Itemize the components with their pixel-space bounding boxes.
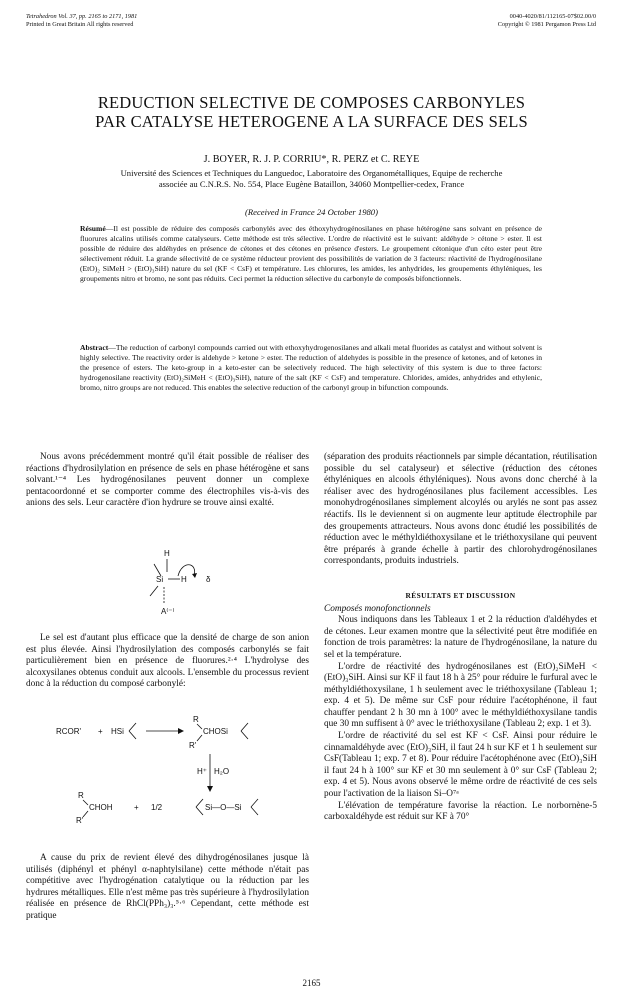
scheme-h-right: H <box>181 575 187 584</box>
paragraph: L'ordre de réactivité des hydrogénosilanes est (EtO)₂SiMeH < (EtO)₃SiH. Ainsi sur KF il faut 18 h à 25° pour réduire le furfural avec le méthyldiéthoxysilane, 1 h seulement avec le triéthoxysilane (Tableau 1; exp. 4 et 5). De même sur CsF pour réduire l'acétophénone, il faut chauffer pendant 2 h 30 mn à 100° avec le méthyldiéthoxysilane tandis que 30 mn suffisent à 0° avec le triéthoxysilane (Tableau 2; exp. 1 et 3). <box>324 661 597 730</box>
resume-text: —Il est possible de réduire des composés carbonylés avec des éthoxyhydrogénosilanes en phase hétérogène sans solvant en présence de fluorures alcalins utilisés comme catalyseurs. Cette méthode est très sélective. L'ordre de réactivité est le suivant: aldéhyde > cétone > ester. Il est possible de réduire des aldéhydes en présence de cétones et des cétones en présence d'esters. Le groupement cétonique d'un céto ester peut être sélectivement réduit. La grande sélectivité de ce système réducteur provient des possibilités de variation de 3 facteurs: réactivité de l'hydrogénosilane (EtO)₂ SiMeH > (EtO)₃SiH) nature du sel (KF < CsF) et température. Les chlorures, les amides, les anhydrides, les groupements éthyléniques, les groupements nitro et bromo, ne sont pas réduits. Ceci permet la réduction sélective du carbonyle de composés bifonctionnels. <box>80 224 542 283</box>
scheme-h-top: H <box>164 549 170 558</box>
left-column-end <box>26 853 309 923</box>
journal-header-left <box>26 13 137 29</box>
reactant-rcor: RCOR' <box>56 727 82 736</box>
right-column <box>324 452 597 824</box>
plus-sign-2: + <box>134 803 139 812</box>
article-title <box>40 93 583 131</box>
scheme-anion: A⁽⁻⁾ <box>161 607 175 616</box>
abstract-block <box>80 343 542 393</box>
paragraph: Le sel est d'autant plus efficace que la densité de charge de son anion est plus élevée. Ainsi l'hydrosilylation des composés carbonylés se fait particulièrement bien en présence de fluorures.²·⁴ L'hydrolyse des alcoxysilanes obtenus conduit aux alcools. L'ensemble du processus revient donc à la réduction du composé carbonylé: <box>26 633 309 690</box>
journal-citation: Tetrahedron Vol. 37, pp. 2165 to 2171, 1981 <box>26 13 138 20</box>
journal-header-right <box>498 13 596 29</box>
left-column-intro <box>26 452 309 510</box>
resume-label: Résumé <box>80 224 106 233</box>
paragraph: Nous avons précédemment montré qu'il était possible de réaliser des réactions d'hydrosilylation en présence de sels en phase hétérogène et sans solvant.¹⁻⁴ Les hydrogénosilanes peuvent donner un complexe pentacoordonné et se comporter comme des électrophiles vis-à-vis des anions des sels. Leur caractère d'ion hydrure se trouve ainsi exalté. <box>26 452 309 509</box>
siloxane: Si—O—Si <box>205 803 242 812</box>
paragraph: A cause du prix de revient élevé des dihydrogénosilanes jusque là utilisés (diphényl et phényl α-naphtylsilane) cette méthode n'était pas compétitive avec l'hydrogénation catalytique ou la réduction par les hydrures métalliques. Elle n'est même pas très supérieure à l'hydrosilylation réalisée en présence de RhCl(PPh₃)₃.⁵·⁶ Cependant, cette méthode est pratique <box>26 853 309 921</box>
left-column-body <box>26 633 309 691</box>
alcohol-r-prime: R' <box>76 816 84 824</box>
affiliation-line-2: associée au C.N.R.S. No. 554, Place Eugène Bataillon, 34060 Montpellier-cedex, France <box>158 179 465 189</box>
section-heading: RÉSULTATS ET DISCUSSION <box>405 590 516 600</box>
scheme-si: Si <box>156 575 164 584</box>
paragraph: (séparation des produits réactionnels par simple décantation, réutilisation possible du sel catalyseur) et sélective (réduction des cétones éthyléniques en alcools éthyléniques). Nous avons donc cherché à la réaliser avec des hydrogénosilanes plus facilement accessibles. Les monohydrogénosilanes simplement alcoylés ou arylés ne sont pas assez réactifs. Ils le deviennent si on augmente leur aptitude électrophile par des groupements attracteurs. Nous avons donc étudié les possibilités de réduction avec le méthyldiéthoxysilane et le triéthoxysilane qui peuvent être préparés à grande échelle à partir des chlorohydrogénosilanes correspondants, produits industriels. <box>324 452 597 567</box>
product-r: R <box>193 716 199 724</box>
authors: J. BOYER, R. J. P. CORRIU*, R. PERZ et C. REYE <box>203 154 420 165</box>
article-code: 0040-4020/81/112165-07$02.00/0 <box>509 13 596 20</box>
copyright-note: Copyright © 1981 Pergamon Press Ltd <box>497 21 596 28</box>
resume-block <box>80 224 542 284</box>
title-line-2: PAR CATALYSE HETEROGENE A LA SURFACE DES SELS <box>95 112 528 131</box>
product-r-prime: R' <box>189 741 197 750</box>
reactant-hsi: HSi <box>111 727 124 736</box>
scheme-delta: δ <box>206 575 211 584</box>
page-number: 2165 <box>302 978 321 988</box>
reduction-scheme <box>56 716 296 824</box>
water-label: H₂O <box>214 767 230 776</box>
paragraph: L'élévation de température favorise la réaction. Le norbornène-5 carboxaldéhyde est réduit sur KF à 70° <box>324 800 597 823</box>
acid-label: H⁺ <box>197 767 207 776</box>
subsection-heading: Composés monofonctionnels <box>324 603 431 614</box>
affiliation-line-1: Université des Sciences et Techniques du Languedoc, Laboratoire des Organométalliques, Equipe de recherche <box>120 168 503 178</box>
product-chosi: CHOSi <box>203 727 228 736</box>
printing-note: Printed in Great Britain All rights reserved <box>26 21 134 28</box>
received-date: (Received in France 24 October 1980) <box>245 207 378 217</box>
alcohol-choh: CHOH <box>89 803 113 812</box>
paragraph: Nous indiquons dans les Tableaux 1 et 2 la réduction d'aldéhydes et de cétones. Leur examen montre que la sélectivité peut être modifiée en fonction de trois paramètres: la nature de l'hydrogénosilane, la nature du sel et la température. <box>324 615 597 660</box>
paragraph: L'ordre de réactivité du sel est KF < CsF. Ainsi pour réduire le cinnamaldéhyde avec (EtO)₃SiH, il faut 24 h sur KF et 1 h seulement sur CsF(Tableau 1; exp. 7 et 8). Pour réduire l'acétophénone avec (EtO)₃SiH il faut 24 h à 100° sur KF et 30 mn seulement à 0° sur CsF (Tableau 2; exp. 4 et 5). Nous avons observé le même ordre de réactivité de ces sels pour l'activation de la liaison Si–O⁷ᵃ <box>324 731 597 800</box>
plus-sign: + <box>98 727 103 736</box>
abstract-label: Abstract <box>80 343 109 352</box>
title-line-1: REDUCTION SELECTIVE DE COMPOSES CARBONYLES <box>97 93 526 112</box>
alcohol-r: R <box>78 791 84 800</box>
affiliation <box>66 168 557 190</box>
stoich-half: 1/2 <box>151 803 163 812</box>
pentacoordinate-scheme <box>120 548 230 620</box>
abstract-text: —The reduction of carbonyl compounds carried out with ethoxyhydrogenosilanes and alkali metal fluorides as catalyst and without solvent is highly selective. The reactivity order is aldehyde > ketone > ester. The reduction of aldehydes is possible in the presence of ketones, and of ketones in the presence of esters. The keto-group in a keto-ester can be selectively reduced. The high selectivity of this system is due to three factors: hydrogenosilane reactivity (EtO)₂SiMeH < (EtO)₃SiH), nature of the salt (KF < CsF) and temperature. Chlorides, amides, anhydrides and ethylenic, bromo, nitro groups are not reduced. This enables the selective reduction of the carbonyl group in bifunction compounds. <box>80 343 542 392</box>
